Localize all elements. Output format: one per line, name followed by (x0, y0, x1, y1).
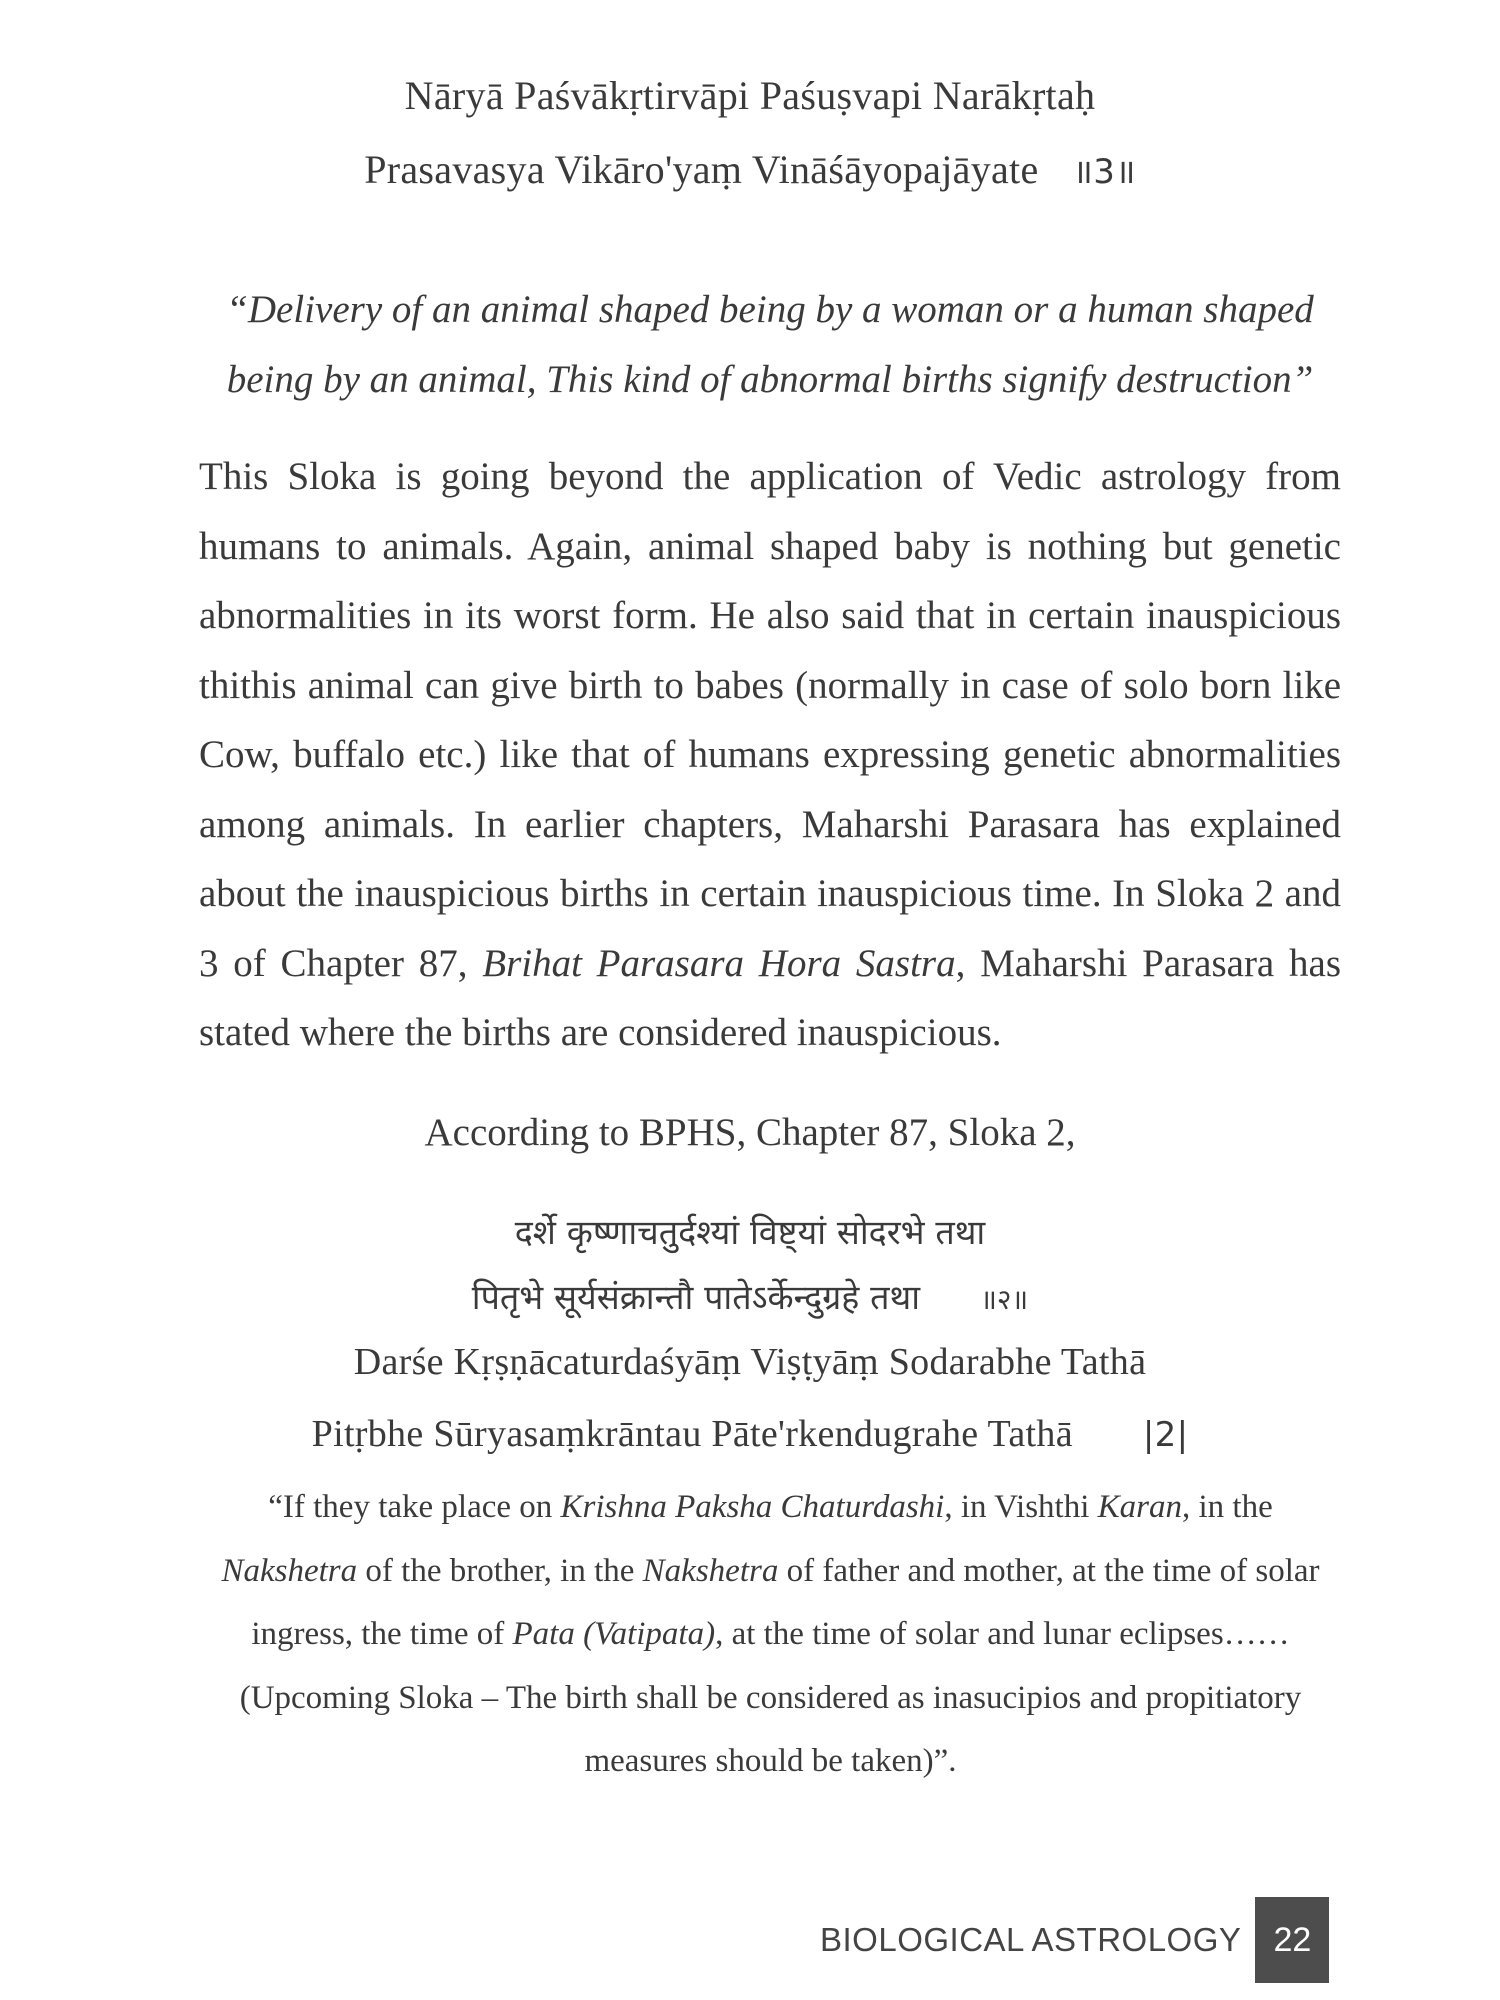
verse-3-line-1-text: Nāryā Paśvākṛtirvāpi Paśuṣvapi Narākṛtaḥ (404, 73, 1096, 118)
transliteration-line-1-text: Darśe Kṛṣṇācaturdaśyāṃ Viṣṭyāṃ Sodarabhe Tathā (353, 1341, 1147, 1383)
term-karan: Karan (1097, 1489, 1182, 1525)
term-pata: Pata (Vatipata) (512, 1616, 716, 1652)
term-krishna-paksha: Krishna Paksha Chaturdashi (560, 1489, 945, 1525)
term-nakshetra-2: Nakshetra (642, 1552, 779, 1589)
paragraph-text-1: This Sloka is going beyond the application of Vedic astrology from humans to animals. Again, animal shaped baby is nothing but genetic abnormalities in its worst form. He also said that in certain inauspicious thithis animal can give birth to babes (normally in case of solo born like Cow, buffalo etc.) like that of humans expressing genetic abnormalities among animals. In earlier chapters, Maharshi Parasara has explained about the inauspicious births in certain inauspicious time. In Sloka 2 and 3 of Chapter 87, (199, 455, 1341, 985)
reference-heading: According to BPHS, Chapter 87, Sloka 2, (424, 1111, 1076, 1154)
transliteration-line-1 (0, 1340, 1500, 1384)
translation-text-3: , in the (1182, 1489, 1273, 1525)
running-footer-title: BIOLOGICAL ASTROLOGY (820, 1921, 1242, 1958)
verse-number-mark: ॥3॥ (1072, 152, 1136, 192)
translation-text-4: of the brother, in the (357, 1552, 643, 1589)
sanskrit-verse-mark: ॥२॥ (980, 1283, 1029, 1316)
page-number-box (1255, 1897, 1329, 1983)
page-number: 22 (1273, 1920, 1312, 1959)
transliteration-verse-mark: |2| (1142, 1415, 1189, 1455)
sanskrit-line-1 (0, 1208, 1500, 1254)
page-footer (820, 1900, 1329, 1980)
verse-3-line-2-text: Prasavasya Vikāro'yaṃ Vināśāyopajāyate (364, 147, 1039, 192)
translation-text-6: , at the time of solar and lunar eclipses……(Upcoming Sloka – The birth shall be considered as inasucipios and propitiatory measures should be taken)”. (239, 1616, 1302, 1779)
sanskrit-line-1-text: दर्शे कृष्णाचतुर्दश्यां विष्ट्यां सोदरभे तथा (514, 1213, 986, 1253)
transliteration-line-2-text: Pitṛbhe Sūryasaṃkrāntau Pāte'rkendugrahe Tathā (311, 1413, 1073, 1455)
translation-text-2: , in Vishthi (944, 1489, 1098, 1525)
quote-line-2: being by an animal, This kind of abnormal births signify destruction” (226, 358, 1314, 401)
verse-3-line-1 (0, 72, 1500, 119)
translation-text-5: of father and mother, at the time of solar ingress, the time of (251, 1552, 1320, 1652)
verse-3-translation-quote (200, 275, 1340, 415)
commentary-paragraph (199, 442, 1341, 1068)
transliteration-line-2 (0, 1412, 1500, 1456)
paragraph-text-2: , Maharshi Parasara has stated where the births are considered inauspicious. (199, 941, 1341, 1054)
sanskrit-line-2-text: पितृभे सूर्यसंक्रान्तौ पातेऽर्केन्दुग्रहे तथा (471, 1278, 921, 1318)
quote-line-1: “Delivery of an animal shaped being by a woman or a human shaped (226, 288, 1314, 331)
translation-text-1: “If they take place on (268, 1489, 561, 1525)
sanskrit-line-2 (0, 1273, 1500, 1319)
sloka-2-translation (198, 1476, 1343, 1794)
verse-3-line-2 (0, 146, 1500, 193)
term-nakshetra-1: Nakshetra (221, 1552, 358, 1589)
book-title: Brihat Parasara Hora Sastra (482, 941, 956, 985)
